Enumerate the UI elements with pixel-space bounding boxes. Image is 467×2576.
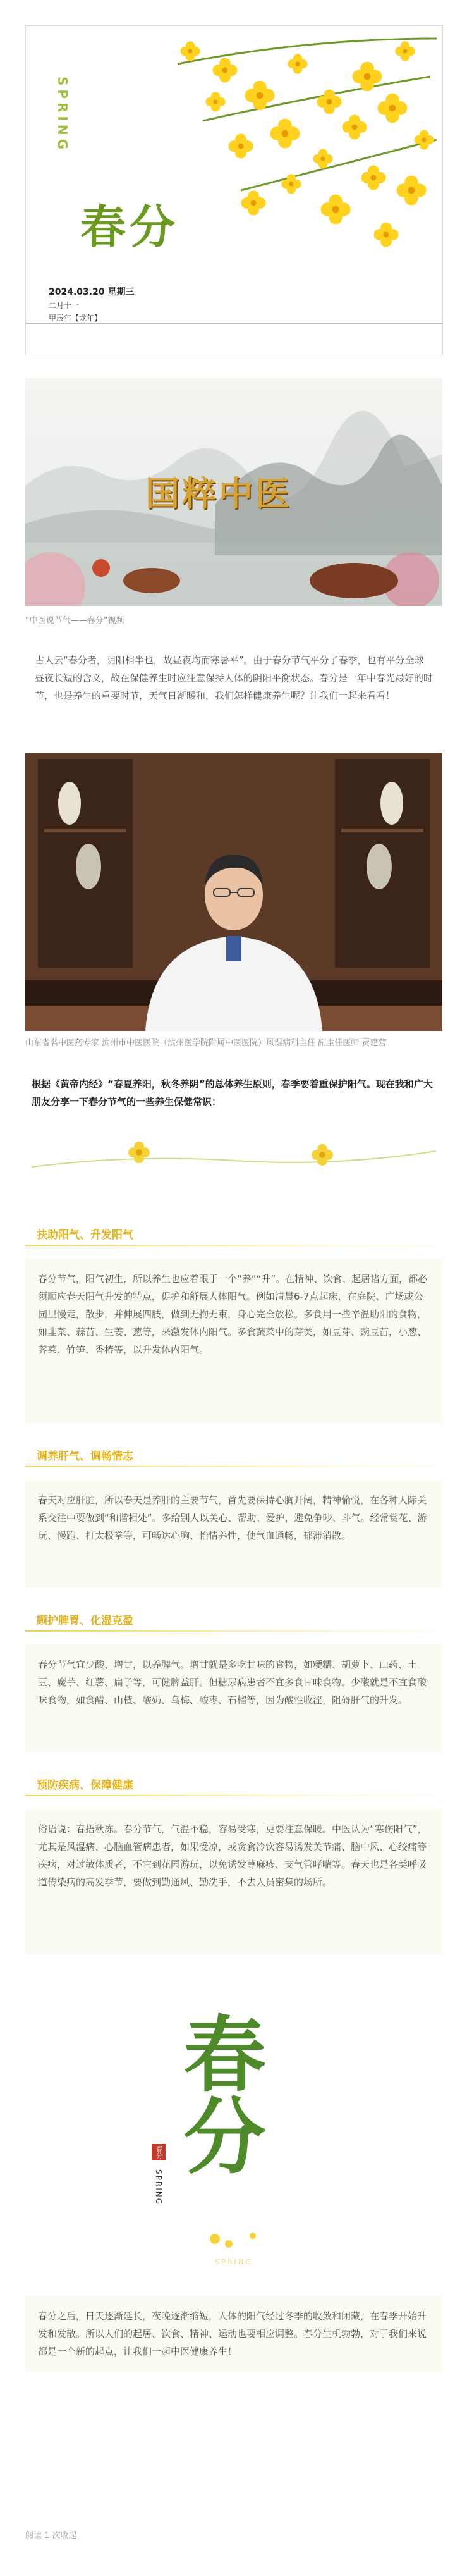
- spring-vertical-label: SPRING: [55, 77, 70, 154]
- section-underline: [25, 1466, 442, 1467]
- section-title-1: [25, 1221, 442, 1246]
- lunar-year: 甲辰年【龙年】: [49, 314, 102, 323]
- section-text: 春分节气，阳气初生，所以养生也应着眼于一个“养”“升”。在精神、饮食、起居诸方面，都必须顺应春天阳气升发的特点，促护和舒展人体阳气。例如清晨6-7点起床，在庭院、广场或公园里慢走，散步，并伸展四肢，做到无拘无束，身心完全放松。多食用一些辛温助阳的食物，如韭菜、蒜苗、生姜、葱等，来激发体内阳气。多食蔬菜中的芽类，如豆芽、豌豆苗，小葱、荠菜、竹笋、香椿等，以升发体内阳气。: [38, 1273, 428, 1355]
- closing-text: 春分之后，日天逐渐延长，夜晚逐渐缩短，人体的阳气经过冬季的收敛和闭藏，在春季开始升发和发散。所以人们的起居、饮食、精神、运动也要相应调整。春分生机勃勃，对于我们来说都是一个新的起点，让我们一起中医健康养生！: [38, 2310, 427, 2357]
- red-seal: 春分: [152, 2144, 166, 2160]
- section-title-text: 调养肝气、调畅情志: [37, 1450, 133, 1463]
- section-text: 春分节气宜少酸、增甘，以养脾气。增甘就是多吃甘味的食物，如粳糯、胡萝卜、山药、土豆、魔芋、红薯、扁子等，可健脾益肝。但糖尿病患者不宜多食甘味食物。少酸就是不宜食酸味食物，如食醋、山楂、酸奶、乌梅、酸枣、石榴等，因为酸性收涩，阻碍肝气的升发。: [38, 1659, 427, 1706]
- video-thumbnail[interactable]: [25, 378, 442, 606]
- section-title-text: 扶助阳气、升发阳气: [37, 1229, 133, 1242]
- flower-divider: [32, 1138, 436, 1176]
- read-count[interactable]: 阅读 1 次收起: [25, 2531, 77, 2541]
- lead-paragraph: 根据《黄帝内经》“春夏养阳，秋冬养阴”的总体养生原则，春季要着重保护阳气。现在我和广大朋友分享一下春分节气的一些养生保健常识：: [32, 1078, 433, 1107]
- section-title-2: [25, 1442, 442, 1467]
- hero-divider: [26, 323, 442, 324]
- spring-faded-label: SPRING: [215, 2258, 253, 2266]
- section-text: 春天对应肝脏，所以春天是养肝的主要节气，首先要保持心胸开阔，精神愉悦，在各种人际关系交往中要做到“和谐相处”。多给别人以关心、帮助、爱护，避免争吵、斗气。经常赏花、游玩、慢跑、打太极拳等，可畅达心胸、怡情养性，使气血通畅，郁滞消散。: [38, 1494, 427, 1541]
- section-underline: [25, 1630, 442, 1632]
- section-underline: [25, 1795, 442, 1796]
- lunar-date: 二月十一: [49, 301, 80, 310]
- section-title-text: 预防疾病、保障健康: [37, 1779, 133, 1792]
- photo-caption: 山东省名中医药专家 滨州市中医医院（滨州医学院附属中医医院）风湿病科主任 副主任医师 贾建营: [25, 1038, 387, 1048]
- chunfen-calligraphy: [145, 2011, 335, 2220]
- flower-ornament: [177, 2226, 291, 2271]
- closing-paragraph-box: [25, 2296, 442, 2372]
- rapeseed-flowers-illustration: [165, 26, 443, 279]
- section-title-4: [25, 1771, 442, 1796]
- section-body-3: [25, 1644, 442, 1752]
- video-caption: “中医说节气——春分”视频: [25, 616, 124, 626]
- video-logo-text: 国粹中医: [145, 473, 292, 514]
- doctor-photo: [25, 753, 442, 1031]
- spring-small-label: SPRING: [154, 2169, 163, 2206]
- section-underline: [25, 1245, 442, 1246]
- section-body-4: [25, 1809, 442, 1954]
- intro-paragraph: 古人云“春分者，阴阳相半也，故昼夜均而寒暑平”。由于春分节气平分了春季，也有平分全球昼夜长短的含义，故在保健养生时应注意保持人体的阴阳平衡状态。春分是一年中春光最好的时节，也是养生的重要时节，天气日渐暖和，我们怎样健康养生呢？让我们一起来看看！: [35, 655, 434, 701]
- doctor-portrait: [25, 753, 442, 1031]
- date-text: 2024.03.20 星期三: [49, 287, 135, 297]
- section-title-text: 顾护脾胃、化湿克盈: [37, 1615, 133, 1627]
- section-body-1: [25, 1259, 442, 1423]
- section-text: 俗语说：春捂秋冻。春分节气，气温不稳，容易受寒，更要注意保暖。中医认为“寒伤阳气”，尤其是风湿病、心脑血管病患者，如果受凉，或贪食冷饮容易诱发关节痛、脑中风、心绞痛等疾病，对过敏体质者，不宜到花园游玩，以免诱发荨麻疹、支气管哮喘等。春天也是各类呼吸道传染病的高发季节，要做到勤通风、勤洗手，不去人员密集的场所。: [38, 1823, 427, 1888]
- calligraphy-text: 春分: [170, 2011, 267, 2176]
- section-title-3: [25, 1606, 442, 1632]
- section-body-2: [25, 1480, 442, 1587]
- hero-card: [25, 25, 443, 355]
- page-title: 春分: [80, 200, 179, 254]
